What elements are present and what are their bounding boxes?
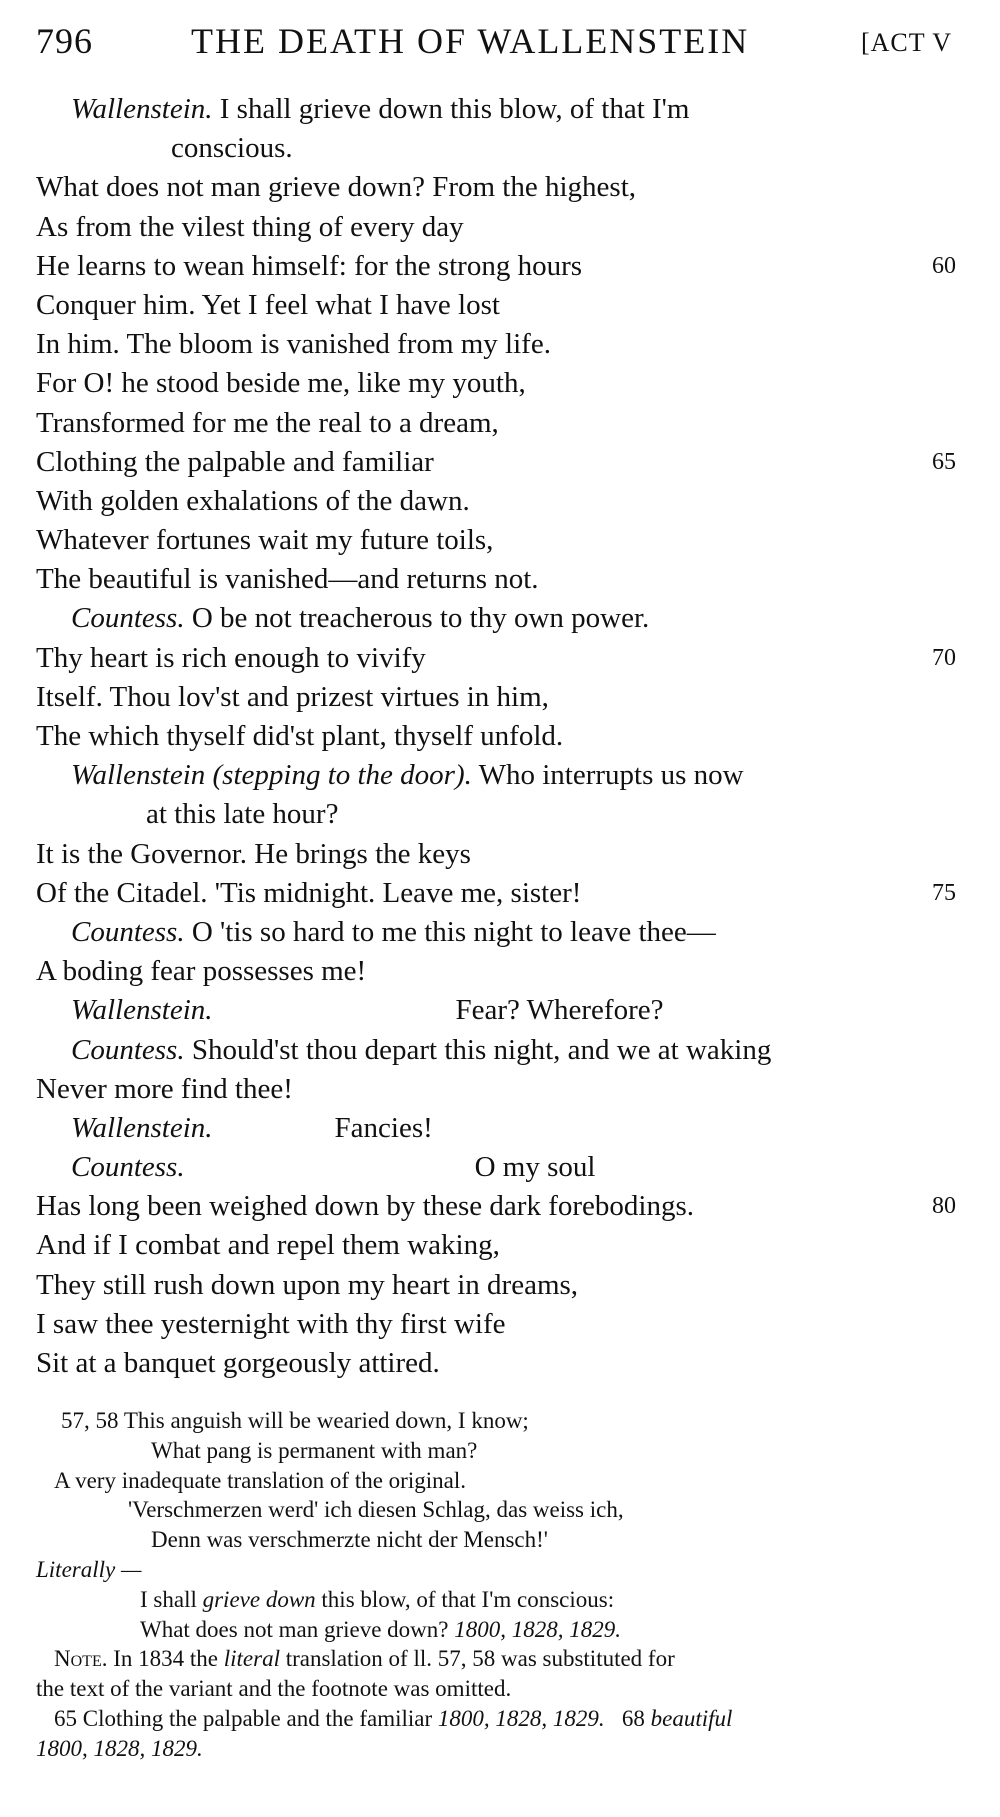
note-line: the text of the variant and the footnote was omitted. (36, 1676, 512, 1702)
verse-line: at this late hour? (146, 798, 339, 831)
verse-line: Wallenstein. Fear? Wherefore? (71, 994, 664, 1027)
note-line: 57, 58 This anguish will be wearied down, I know; (61, 1408, 529, 1433)
verse-line: conscious. (171, 132, 293, 165)
verse-line: Of the Citadel. 'Tis midnight. Leave me, sister! 75 (36, 874, 956, 913)
note-line: What pang is permanent with man? (151, 1437, 478, 1463)
footnotes (36, 1406, 956, 1764)
verse-line: Has long been weighed down by these dark forebodings. 80 (36, 1187, 956, 1226)
note-line: I shall grieve down this blow, of that I'm conscious: (140, 1586, 615, 1612)
act-label: [ACT V (861, 28, 952, 57)
speaker-name: Countess. (71, 1151, 185, 1184)
note-line: 1800, 1828, 1829. (36, 1735, 203, 1761)
line-number: 75 (932, 879, 956, 906)
page-number: 796 (36, 21, 93, 61)
verse-line: Never more find thee! (36, 1072, 293, 1105)
line-number: 70 (932, 644, 956, 671)
speaker-name: Countess. (71, 1033, 185, 1066)
verse-line: The which thyself did'st plant, thyself unfold. (36, 720, 564, 752)
verse-line: For O! he stood beside me, like my youth, (36, 367, 526, 400)
note-line: What does not man grieve down? 1800, 1828, 1829. (140, 1616, 621, 1642)
speaker-name: Wallenstein. (71, 1111, 213, 1144)
line-number: 80 (932, 1193, 956, 1220)
verse-line: And if I combat and repel them waking, (36, 1229, 500, 1262)
note-line: 65 Clothing the palpable and the familiar 1800, 1828, 1829. 68 beautiful (54, 1705, 733, 1731)
verse-line: Countess. O my soul (71, 1151, 596, 1184)
verse-line: Countess. O be not treacherous to thy own power. (71, 602, 650, 635)
verse-line: The beautiful is vanished—and returns not. (36, 563, 539, 596)
verse-line: In him. The bloom is vanished from my life. (36, 328, 551, 361)
note-line: 'Verschmerzen werd' ich diesen Schlag, das weiss ich, (128, 1497, 624, 1523)
verse-text (36, 90, 956, 1383)
verse-line: It is the Governor. He brings the keys (36, 837, 471, 870)
verse-line: He learns to wean himself: for the strong hours 60 (36, 247, 956, 286)
verse-line: Wallenstein. Fancies! (71, 1111, 433, 1144)
note-line: Denn was verschmerzte nicht der Mensch!' (151, 1527, 548, 1553)
verse-line: Conquer him. Yet I feel what I have lost (36, 288, 500, 321)
verse-line: Whatever fortunes wait my future toils, (36, 524, 494, 557)
speaker-name: Wallenstein. (71, 994, 213, 1027)
verse-line: Thy heart is rich enough to vivify 70 (36, 639, 956, 678)
verse-line: Wallenstein (stepping to the door). Who interrupts us now (71, 759, 744, 792)
verse-line: I saw thee yesternight with thy first wife (36, 1307, 506, 1340)
verse-line: Clothing the palpable and familiar 65 (36, 443, 956, 482)
verse-line: Countess. O 'tis so hard to me this night to leave thee— (71, 915, 716, 948)
verse-line: They still rush down upon my heart in dreams, (36, 1268, 579, 1301)
verse-line: Transformed for me the real to a dream, (36, 406, 499, 439)
page-header (36, 20, 956, 70)
speaker-name: Countess. (71, 915, 185, 948)
note-line: Literally — (36, 1556, 142, 1582)
verse-line: A boding fear possesses me! (36, 955, 367, 988)
note-line: A very inadequate translation of the original. (54, 1467, 466, 1493)
verse-line: As from the vilest thing of every day (36, 210, 464, 243)
verse-line: Sit at a banquet gorgeously attired. (36, 1347, 440, 1379)
speaker-name: Countess. (71, 602, 185, 635)
line-number: 60 (932, 252, 956, 279)
running-title: THE DEATH OF WALLENSTEIN (191, 21, 750, 61)
verse-line: Countess. Should'st thou depart this night, and we at waking (71, 1033, 772, 1066)
note-line: Note. In 1834 the literal translation of ll. 57, 58 was substituted for (54, 1646, 675, 1672)
line-number: 65 (932, 448, 956, 475)
verse-line: With golden exhalations of the dawn. (36, 484, 470, 517)
stage-direction: (stepping to the door). (205, 759, 472, 792)
verse-line: Itself. Thou lov'st and prizest virtues in him, (36, 680, 549, 713)
speaker-name: Wallenstein (71, 759, 206, 792)
speaker-name: Wallenstein. (71, 93, 213, 125)
verse-line: What does not man grieve down? From the highest, (36, 171, 637, 204)
verse-line: Wallenstein. I shall grieve down this blow, of that I'm (71, 93, 690, 125)
